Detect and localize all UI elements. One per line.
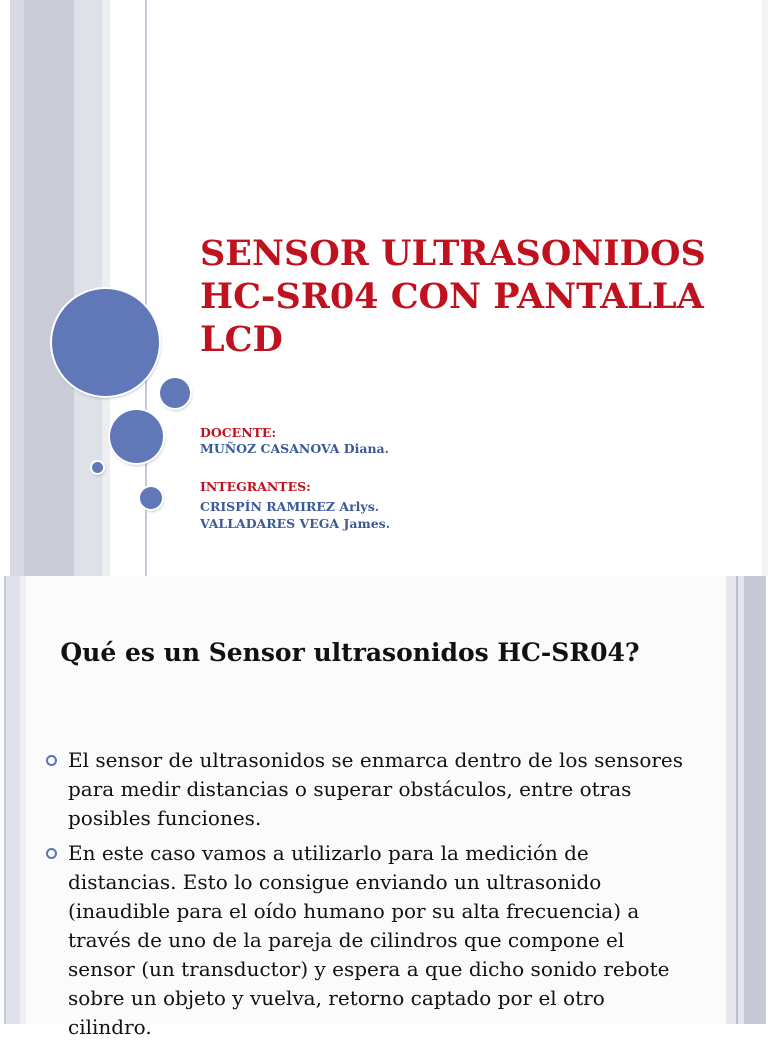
bullet-list: [44, 746, 684, 1048]
right-edge: [762, 0, 768, 576]
bullet-text: El sensor de ultrasonidos se enmarca dentro de los sensores para medir distancias o superar obstáculos, entre otras posibles funciones.: [68, 748, 684, 830]
decor-stripe: [6, 576, 20, 1024]
bullet-item: [44, 746, 684, 833]
decor-stripe: [74, 0, 102, 576]
decor-stripe: [744, 576, 766, 1024]
decor-circle-dot: [92, 462, 103, 473]
integrante-name: VALLADARES VEGA James.: [200, 516, 391, 531]
bullet-circle-icon: [46, 848, 57, 859]
content-slide: [0, 576, 768, 1039]
decor-stripe: [20, 576, 26, 1024]
decor-circle-small: [160, 378, 190, 408]
decor-stripe: [24, 0, 74, 576]
left-margin: [0, 0, 10, 576]
decor-circle-small: [140, 487, 162, 509]
integrante-name: CRISPÍN RAMIREZ Arlys.: [200, 499, 380, 514]
decor-circle-large: [52, 289, 159, 396]
decor-stripe: [10, 0, 24, 576]
decor-stripe: [102, 0, 110, 576]
integrantes-label: INTEGRANTES:: [200, 479, 311, 494]
decor-circle-medium: [110, 410, 163, 463]
slide-title: SENSOR ULTRASONIDOS HC-SR04 CON PANTALLA LCD: [200, 233, 706, 360]
decor-stripe: [726, 576, 736, 1024]
docente-label: DOCENTE:: [200, 425, 277, 440]
bullet-circle-icon: [46, 755, 57, 766]
bullet-item: [44, 839, 684, 1042]
slide-heading: Qué es un Sensor ultrasonidos HC-SR04?: [60, 638, 640, 667]
bullet-text: En este caso vamos a utilizarlo para la medición de distancias. Esto lo consigue enviando un ultrasonido (inaudible para el oído humano por su alta frecuencia) a través de uno de la pareja de cilindros que compone el sensor (un transductor) y espera a que dicho sonido rebote sobre un objeto y vuelva, retorno captado por el otro cilindro.: [68, 841, 670, 1039]
docente-name: MUÑOZ CASANOVA Diana.: [200, 441, 390, 456]
